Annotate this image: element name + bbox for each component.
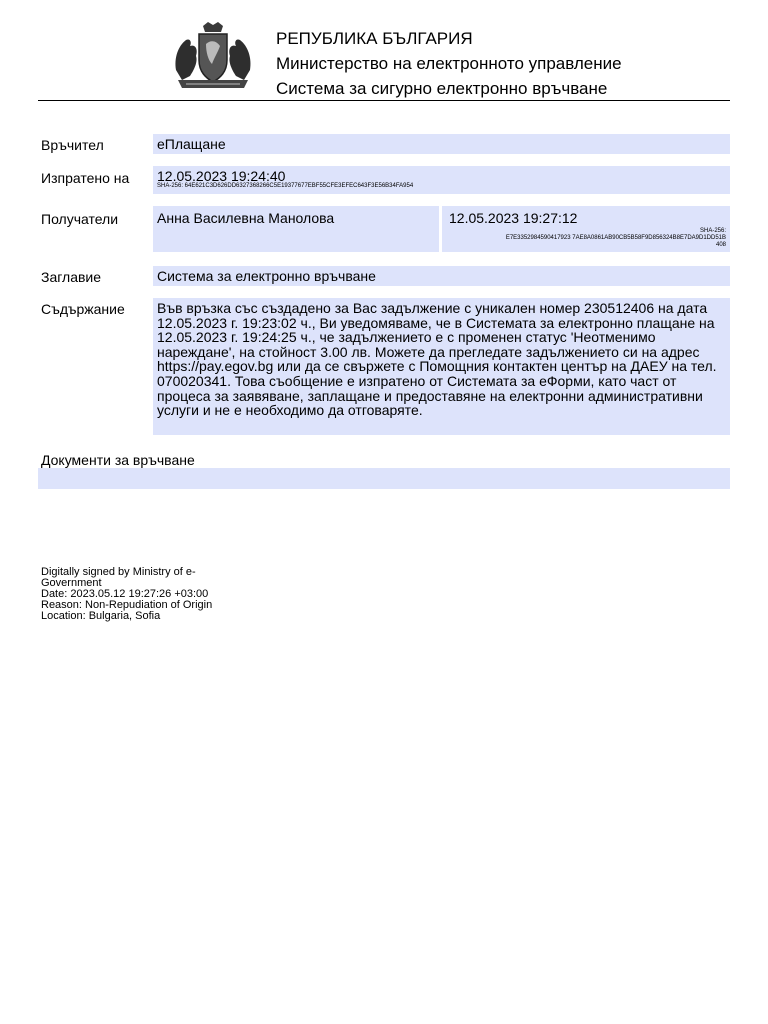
signature-date: Date: 2023.05.12 19:27:26 +03:00 — [41, 588, 209, 600]
sender-value: еПлащане — [157, 136, 226, 152]
recipient-date-box — [442, 206, 730, 252]
sent-value-box — [153, 166, 730, 194]
coat-of-arms-seal — [168, 20, 258, 94]
sent-value: 12.05.2023 19:24:40 — [157, 168, 286, 184]
signature-line2: Government — [41, 577, 102, 589]
recipient-hash-line1: E7E3352984590417923 7AE8A0861AB90CB5B58F9D856324B8E7DA9D1DD51B — [505, 235, 726, 241]
header-country: РЕПУБЛИКА БЪЛГАРИЯ — [276, 29, 473, 48]
content-label: Съдържание — [41, 301, 125, 317]
header-divider — [38, 100, 730, 101]
recipient-name-box — [153, 206, 439, 252]
subject-label: Заглавие — [41, 269, 102, 285]
sender-label: Връчител — [41, 137, 104, 153]
content-value: Във връзка със създадено за Вас задължение с уникален номер 230512406 на дата 12.05.2023 г. 19:23:02 ч., Ви уведомяваме, че в Системата за електронно плащане на 12.05.2023 г. 19:24:25 ч., че задължението е с променен статус 'Неотменимо нареждане', на стойност 3.00 лв. Можете да прегледате задължението си на адрес https://pay.egov.bg или да се свържете с Помощния контактен център на ДАЕУ на тел. 070020341. Това съобщение е изпратено от Системата за еФорми, като част от процеса за заявяване, заплащане и предоставяне на електронни административни услуги и не е необходимо да отговаряте. — [157, 300, 717, 419]
content-value-box — [153, 298, 730, 435]
header-system: Система за сигурно електронно връчване — [276, 79, 608, 98]
header-ministry: Министерство на електронното управление — [276, 54, 622, 73]
signature-reason: Reason: Non-Repudiation of Origin — [41, 599, 213, 611]
recipient-date: 12.05.2023 19:27:12 — [449, 210, 578, 226]
recipients-label: Получатели — [41, 211, 119, 227]
documents-box — [38, 468, 730, 489]
recipient-hash-line2: 408 — [715, 242, 726, 248]
sent-label: Изпратено на — [41, 170, 130, 186]
sender-value-box — [153, 134, 730, 154]
signature-location: Location: Bulgaria, Sofia — [41, 610, 161, 622]
documents-label: Документи за връчване — [41, 452, 195, 468]
recipient-hash-label: SHA-256: — [699, 228, 726, 234]
signature-line1: Digitally signed by Ministry of e- — [41, 566, 196, 578]
subject-value-box — [153, 266, 730, 286]
sent-hash: SHA-256: 64E621C3D626DD6327368266C5E19377677EBF55CFE3EFEC643F3E56B34FA954 — [157, 183, 414, 189]
digital-signature — [41, 567, 212, 622]
recipient-name: Анна Василевна Манолова — [157, 210, 335, 226]
subject-value: Система за електронно връчване — [157, 268, 376, 284]
